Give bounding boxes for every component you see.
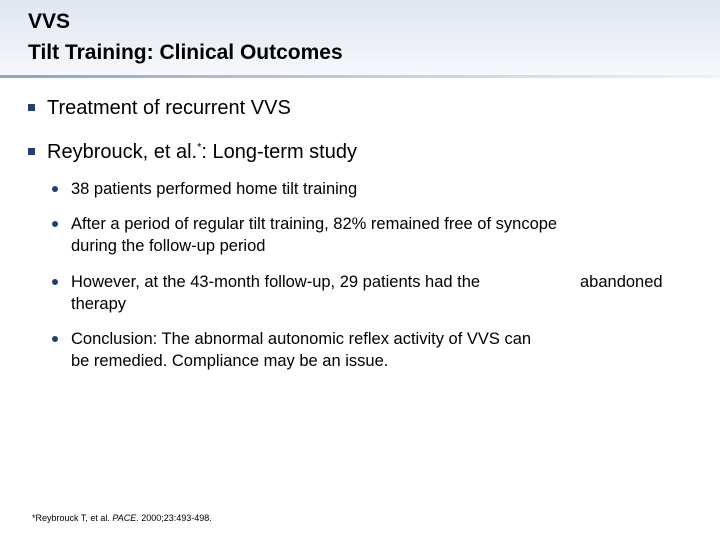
dot-bullet-icon [52,186,58,192]
sub-bullet-text: However, at the 43-month follow-up, 29 patients had the therapy [71,273,481,313]
footnote: *Reybrouck T, et al. PACE. 2000;23:493-498. [32,513,212,523]
footnote-prefix: *Reybrouck T, et al. [32,513,110,523]
slide-title-line1: VVS [28,10,71,33]
dot-bullet-icon [52,221,58,227]
square-bullet-icon [28,104,35,111]
dot-bullet-icon [52,279,58,285]
title-banner [0,0,720,78]
dot-bullet-icon [52,336,58,342]
square-bullet-icon [28,148,35,155]
bullet-text-rest: : Long-term study [201,141,357,163]
slide-title-line2: Tilt Training: Clinical Outcomes [28,41,343,64]
footnote-marker: * [197,141,202,154]
footnote-journal: PACE [112,513,137,523]
sub-bullet-text: 38 patients performed home tilt training [71,180,358,198]
bullet-text: Treatment of recurrent VVS [47,97,291,119]
bullet-text-main: Reybrouck, et al. [47,141,198,163]
sub-bullet-text: Conclusion: The abnormal autonomic reflex activity of VVS can be remedied. Compliance may be an issue. [71,330,532,370]
bullet-text [47,140,357,164]
footnote-suffix: 2000;23:493-498. [141,513,212,523]
title-underline [0,75,720,78]
sub-bullet-text: After a period of regular tilt training, 82% remained free of syncope during the follow-up period [71,215,558,255]
stray-word: abandoned [580,273,663,291]
